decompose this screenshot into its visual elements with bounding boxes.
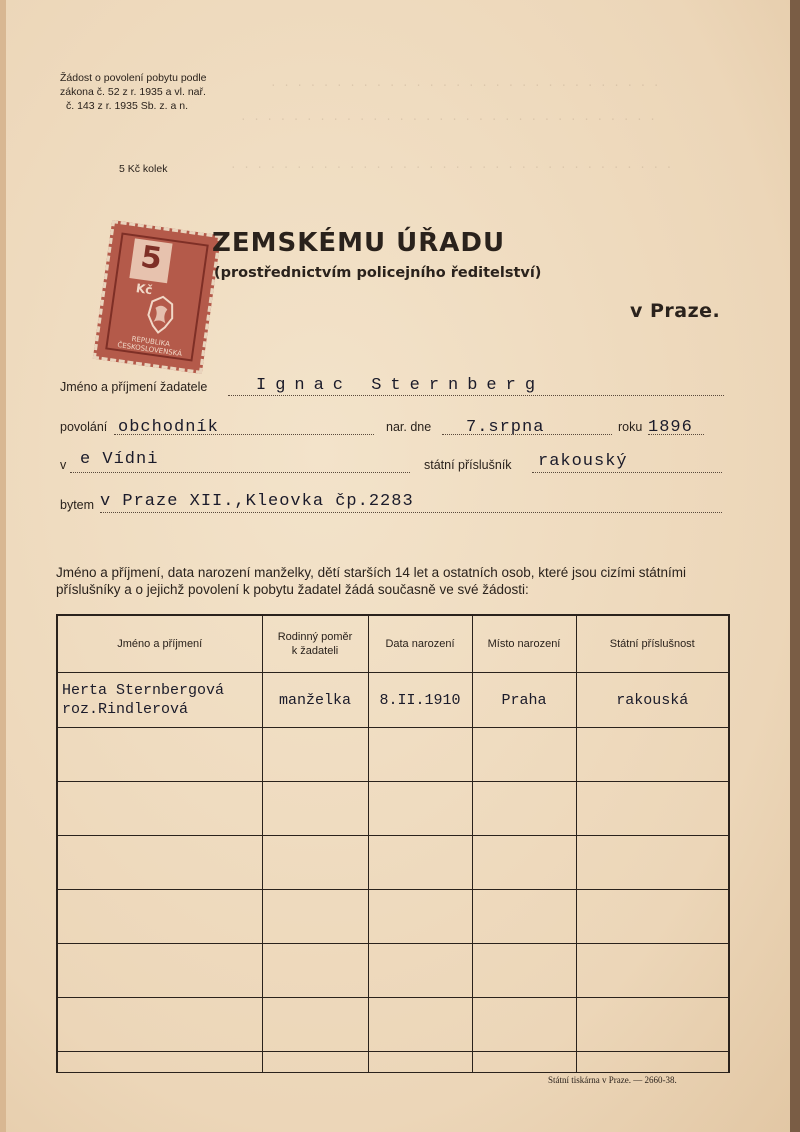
column-header-relation-text: Rodinný poměr k žadateli	[277, 631, 353, 657]
table-row	[57, 890, 729, 944]
row-name-cell	[57, 673, 262, 728]
printer-footer: Státní tiskárna v Praze. — 2660-38.	[548, 1075, 677, 1085]
place-label: v	[60, 458, 67, 472]
lion-emblem-icon	[138, 290, 184, 339]
addressee-city: v Praze.	[630, 300, 721, 322]
residence-label: bytem	[60, 498, 95, 512]
citizenship-value: rakouský	[538, 452, 628, 471]
citizenship-label: státní příslušník	[424, 458, 512, 472]
name-value: Ignac Sternberg	[256, 376, 545, 395]
addressee-title: ZEMSKÉMU ÚŘADU	[212, 228, 506, 258]
revenue-stamp	[93, 220, 221, 374]
place-value: e Vídni	[80, 450, 159, 469]
born-label: nar. dne	[386, 420, 432, 434]
family-table	[56, 614, 730, 1073]
request-line-1: Žádost o povolení pobytu podle	[60, 72, 207, 84]
column-header-name: Jméno a příjmení	[57, 615, 262, 673]
row-relation: manželka	[262, 673, 368, 728]
column-header-citizenship: Státní příslušnost	[576, 615, 729, 673]
year-label: roku	[618, 420, 643, 434]
column-header-birth-date: Data narození	[368, 615, 472, 673]
born-value: 7.srpna	[466, 418, 545, 437]
occupation-value: obchodník	[118, 418, 219, 437]
table-row	[57, 728, 729, 782]
occupation-label: povolání	[60, 420, 108, 434]
row-citizenship: rakouská	[576, 673, 729, 728]
row-birth-place: Praha	[472, 673, 576, 728]
citizenship-dotted-line	[532, 472, 722, 473]
table-row	[57, 836, 729, 890]
name-label: Jméno a příjmení žadatele	[60, 380, 208, 394]
bleed-through-text: . . . . . . . . . . . . . . . . . . . . . . . . . . . . . . . .	[240, 112, 656, 124]
table-row	[57, 998, 729, 1052]
table-header-row	[57, 615, 729, 673]
column-header-relation	[262, 615, 368, 673]
stamp-note: 5 Kč kolek	[119, 163, 168, 175]
family-instructions: Jméno a příjmení, data narození manželky, dětí starších 14 let a ostatních osob, které jsou cizími státními příslušníky a o jejichž povolení k pobytu žadatel žádá současně ve své žádosti:	[56, 565, 687, 597]
row-birth-date: 8.II.1910	[368, 673, 472, 728]
table-row	[57, 944, 729, 998]
stamp-value: 5	[129, 238, 172, 283]
request-line-2: zákona č. 52 z r. 1935 a vl. nař.	[60, 86, 206, 98]
paper-edge-right	[790, 0, 800, 1132]
table-row	[57, 782, 729, 836]
year-value: 1896	[648, 418, 693, 437]
bleed-through-text: . . . . . . . . . . . . . . . . . . . . . . . . . . . . . .	[270, 78, 660, 90]
table-row	[57, 1052, 729, 1073]
stamp-currency: Kč	[135, 281, 154, 298]
row-name-line1: Herta Sternbergová	[62, 682, 225, 699]
name-dotted-line	[228, 395, 724, 396]
residence-dotted-line	[100, 512, 722, 513]
paper-edge-left	[0, 0, 6, 1132]
request-line-3: č. 143 z r. 1935 Sb. z. a n.	[66, 100, 188, 112]
place-dotted-line	[70, 472, 410, 473]
table-row	[57, 673, 729, 728]
bleed-through-text: . . . . . . . . . . . . . . . . . . . . . . . . . . . . . . . . . .	[230, 160, 673, 172]
column-header-birth-place: Místo narození	[472, 615, 576, 673]
addressee-subtitle: (prostřednictvím policejního ředitelství)	[214, 265, 542, 281]
row-name-line2: roz.Rindlerová	[62, 701, 189, 718]
stamp-country-text: REPUBLIKA ČESKOSLOVENSKÁ	[116, 334, 183, 358]
residence-value: v Praze XII.,Kleovka čp.2283	[100, 492, 414, 511]
